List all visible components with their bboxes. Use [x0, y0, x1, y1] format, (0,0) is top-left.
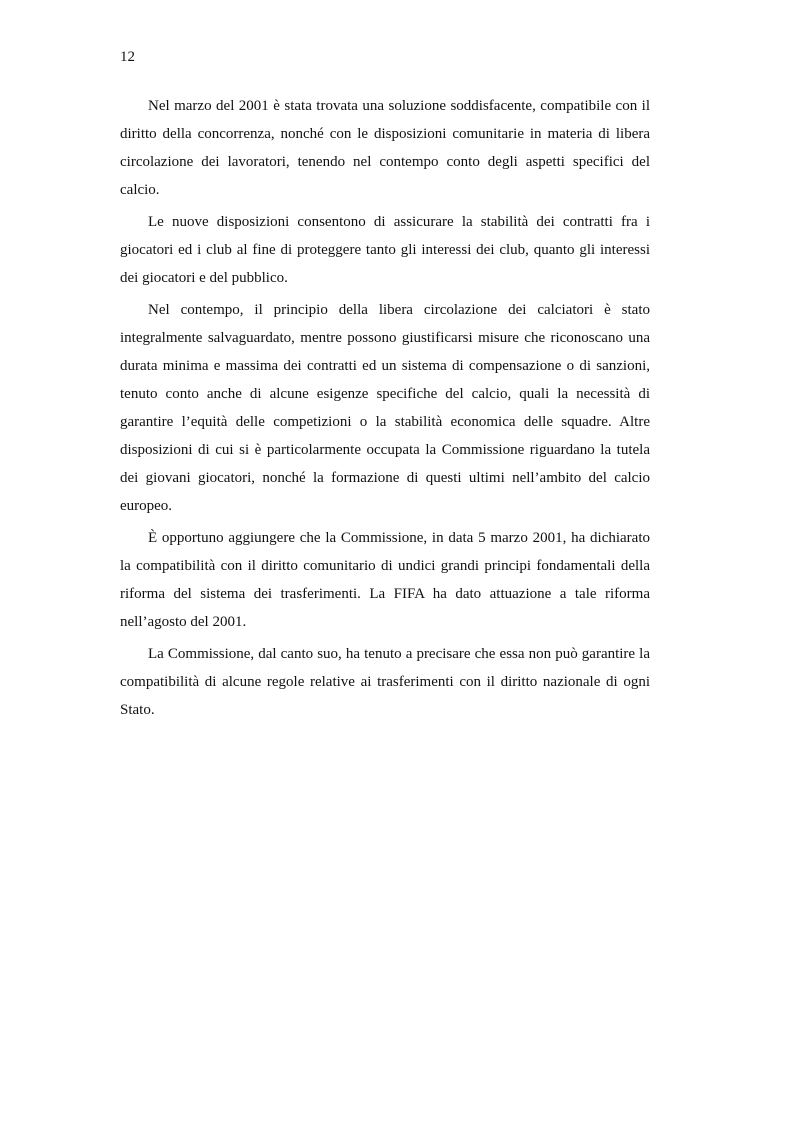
- paragraph-2: Le nuove disposizioni consentono di assicurare la stabilità dei contratti fra i giocatori ed i club al fine di proteggere tanto gli interessi dei club, quanto gli interessi dei giocatori e del pubblico.: [120, 214, 650, 286]
- paragraph-5: La Commissione, dal canto suo, ha tenuto a precisare che essa non può garantire la compatibilità di alcune regole relative ai trasferimenti con il diritto nazionale di ogni Stato.: [120, 646, 650, 718]
- paragraph-1: Nel marzo del 2001 è stata trovata una soluzione soddisfacente, compatibile con il diritto della concorrenza, nonché con le disposizioni comunitarie in materia di libera circolazione dei lavoratori, tenendo nel contempo conto degli aspetti specifici del calcio.: [120, 98, 650, 198]
- page-number: 12: [120, 49, 135, 65]
- paragraph-3: Nel contempo, il principio della libera circolazione dei calciatori è stato integralmente salvaguardato, mentre possono giustificarsi misure che riconoscano una durata minima e massima dei contratti ed un sistema di compensazione o di sanzioni, tenuto conto anche di alcune esigenze specifiche del calcio, quali la necessità di garantire l’equità delle competizioni o la stabilità economica delle squadre. Altre disposizioni di cui si è particolarmente occupata la Commissione riguardano la tutela dei giovani giocatori, nonché la formazione di questi ultimi nell’ambito del calcio europeo.: [120, 302, 650, 514]
- paragraph-4: È opportuno aggiungere che la Commissione, in data 5 marzo 2001, ha dichiarato la compatibilità con il diritto comunitario di undici grandi principi fondamentali della riforma del sistema dei trasferimenti. La FIFA ha dato attuazione a tale riforma nell’agosto del 2001.: [120, 530, 650, 630]
- body-text: [120, 92, 650, 728]
